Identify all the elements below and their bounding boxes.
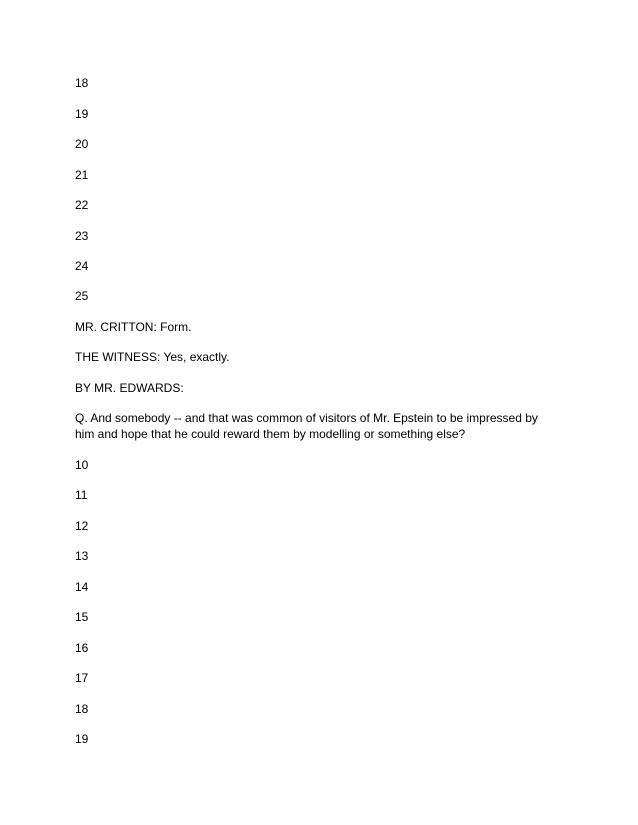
line-number: 23 bbox=[75, 229, 89, 243]
line-number: 24 bbox=[75, 259, 89, 273]
transcript-line-critton: MR. CRITTON: Form. bbox=[75, 320, 192, 334]
line-number: 19 bbox=[75, 107, 89, 121]
line-number: 10 bbox=[75, 458, 89, 472]
line-number: 18 bbox=[75, 702, 89, 716]
line-number: 22 bbox=[75, 198, 89, 212]
line-number: 19 bbox=[75, 732, 89, 746]
line-number: 18 bbox=[75, 76, 89, 90]
line-number: 16 bbox=[75, 641, 89, 655]
line-number: 14 bbox=[75, 580, 89, 594]
line-number: 25 bbox=[75, 289, 89, 303]
line-number: 11 bbox=[75, 488, 88, 502]
line-number: 15 bbox=[75, 610, 89, 624]
line-number: 13 bbox=[75, 549, 89, 563]
line-number: 12 bbox=[75, 519, 89, 533]
transcript-question: Q. And somebody -- and that was common of visitors of Mr. Epstein to be impressed by him and hope that he could reward them by modelling or something else? bbox=[75, 411, 538, 441]
line-number: 17 bbox=[75, 671, 89, 685]
transcript-line-witness: THE WITNESS: Yes, exactly. bbox=[75, 350, 230, 364]
line-number: 21 bbox=[75, 168, 89, 182]
transcript-line-edwards: BY MR. EDWARDS: bbox=[75, 381, 184, 395]
line-number: 20 bbox=[75, 137, 89, 151]
